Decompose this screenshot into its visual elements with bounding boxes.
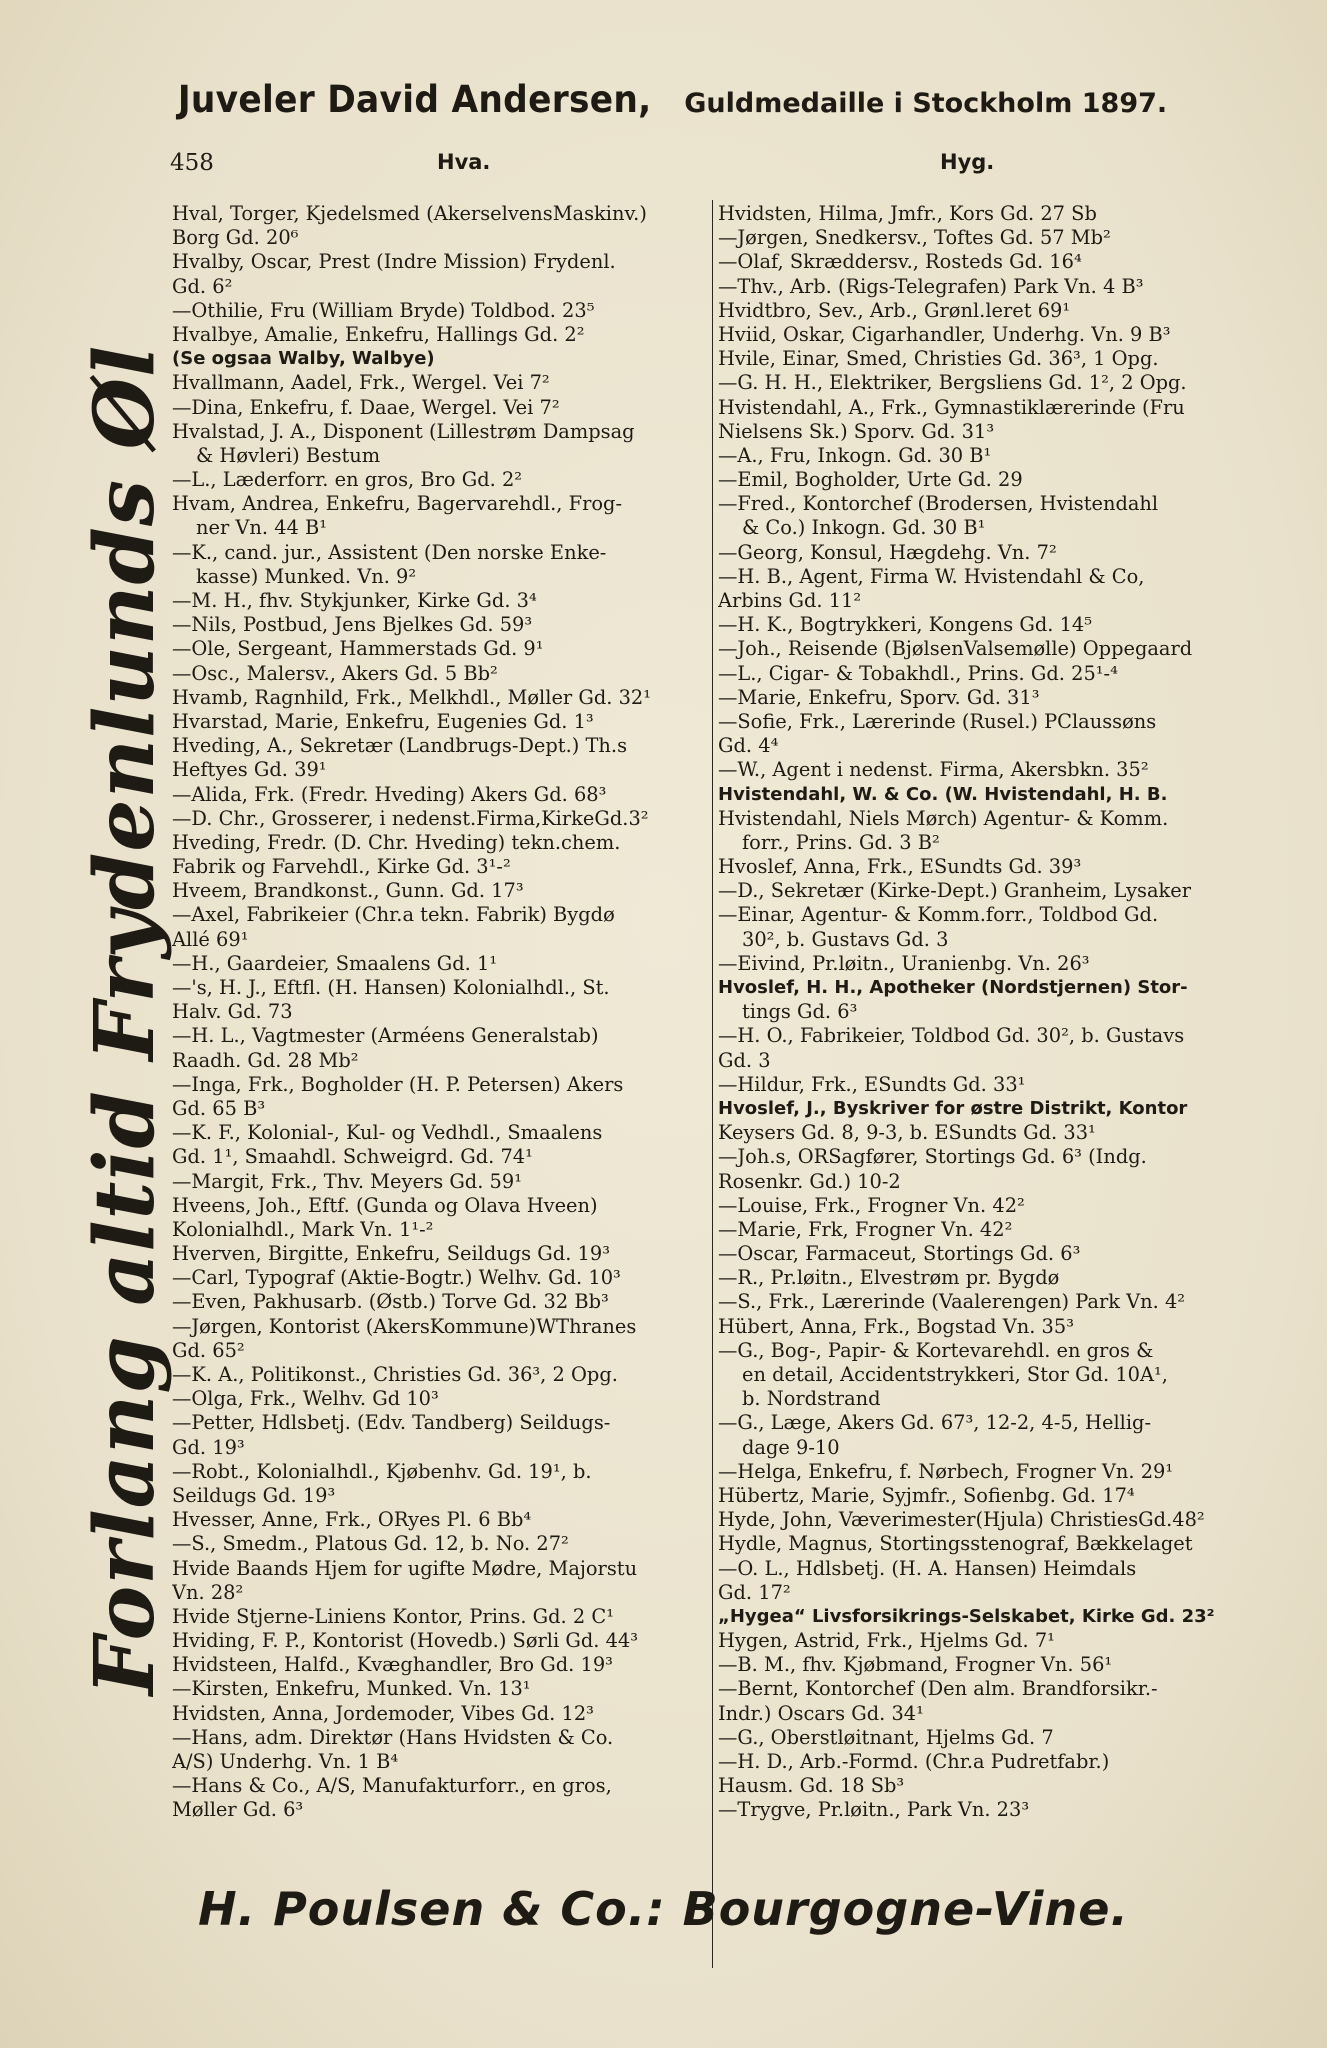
directory-entry-line: —Even, Pakhusarb. (Østb.) Torve Gd. 32 Bb³ <box>172 1290 609 1314</box>
directory-entry-line: Hvide Baands Hjem for ugifte Mødre, Majorstu <box>172 1556 638 1580</box>
directory-entry-line: —Carl, Typograf (Aktie-Bogtr.) Welhv. Gd. 10³ <box>172 1266 621 1290</box>
directory-entry-line: —L., Cigar- & Tobakhdl., Prins. Gd. 25¹-⁴ <box>718 661 1118 685</box>
directory-entry-line: —G. H. H., Elektriker, Bergsliens Gd. 1², 2 Opg. <box>718 371 1187 395</box>
directory-entry-line: —R., Pr.løitn., Elvestrøm pr. Bygdø <box>718 1266 1060 1290</box>
directory-entry-line: —K. F., Kolonial-, Kul- og Vedhdl., Smaalens <box>172 1121 603 1145</box>
directory-entry-line: & Høvleri) Bestum <box>196 443 381 467</box>
directory-entry-line: —Sofie, Frk., Lærerinde (Rusel.) PClaussøns <box>718 709 1157 733</box>
directory-entry-line: Hvalby, Oscar, Prest (Indre Mission) Frydenl. <box>172 250 616 274</box>
directory-entry-line: —Trygve, Pr.løitn., Park Vn. 23³ <box>718 1798 1030 1822</box>
directory-entry-line: —Hans & Co., A/S, Manufakturforr., en gros, <box>172 1774 612 1798</box>
directory-entry-line: —Louise, Frk., Frogner Vn. 42² <box>718 1193 1025 1217</box>
directory-entry-line: —Olga, Frk., Welhv. Gd 10³ <box>172 1387 439 1411</box>
directory-entry-line: —K., cand. jur., Assistent (Den norske Enke- <box>172 540 607 564</box>
directory-entry-line: Borg Gd. 20⁶ <box>172 226 299 250</box>
directory-entry-line: —Hans, adm. Direktør (Hans Hvidsten & Co. <box>172 1725 614 1749</box>
directory-entry-line: —O. L., Hdlsbetj. (H. A. Hansen) Heimdals <box>718 1556 1137 1580</box>
directory-entry-line: Hvistendahl, Niels Mørch) Agentur- & Komm. <box>718 806 1169 830</box>
directory-entry-line: Gd. 65 B³ <box>172 1096 266 1120</box>
directory-entry-line: „Hygea“ Livsforsikrings-Selskabet, Kirke Gd. 23² <box>718 1605 1215 1627</box>
directory-entry-line: Hvidsten, Anna, Jordemoder, Vibes Gd. 12³ <box>172 1701 594 1725</box>
directory-entry-line: —W., Agent i nedenst. Firma, Akersbkn. 35² <box>718 758 1149 782</box>
directory-entry-line: Gd. 6² <box>172 274 233 298</box>
directory-entry-line: Hübert, Anna, Frk., Bogstad Vn. 35³ <box>718 1314 1074 1338</box>
directory-entry-line: —Jørgen, Kontorist (AkersKommune)WThranes <box>172 1314 637 1338</box>
directory-entry-line: Gd. 65² <box>172 1338 245 1362</box>
directory-entry-line: Hyde, John, Væverimester(Hjula) ChristiesGd.48² <box>718 1508 1205 1532</box>
directory-entry-line: —M. H., fhv. Stykjunker, Kirke Gd. 3⁴ <box>172 589 537 612</box>
page-number: 458 <box>170 150 214 176</box>
directory-entry-line: —Kirsten, Enkefru, Munked. Vn. 13¹ <box>172 1677 531 1701</box>
directory-entry-line: Rosenkr. Gd.) 10-2 <box>718 1169 901 1193</box>
directory-entry-line: —H. O., Fabrikeier, Toldbod Gd. 30², b. Gustavs <box>718 1024 1185 1048</box>
directory-entry-line: Gd. 19³ <box>172 1435 245 1459</box>
directory-entry-line: Fabrik og Farvehdl., Kirke Gd. 3¹-² <box>172 855 511 879</box>
left-column <box>172 202 710 1823</box>
jeweler-ad-medal: Guldmedaille i Stockholm 1897. <box>684 88 1168 119</box>
directory-entry-line: Hveding, A., Sekretær (Landbrugs-Dept.) Th.s <box>172 734 628 758</box>
directory-entry-line: Nielsens Sk.) Sporv. Gd. 31³ <box>718 419 995 443</box>
top-advertisement <box>0 78 1327 121</box>
directory-entry-line: Hvoslef, J., Byskriver for østre Distrikt, Kontor <box>718 1097 1188 1119</box>
directory-entry-line: —Georg, Konsul, Hægdehg. Vn. 7² <box>718 540 1057 564</box>
directory-entry-line: —H. D., Arb.-Formd. (Chr.a Pudretfabr.) <box>718 1750 1110 1773</box>
directory-entry-line: Hvoslef, H. H., Apotheker (Nordstjernen) Stor- <box>718 977 1188 998</box>
directory-entry-line: —K. A., Politikonst., Christies Gd. 36³, 2 Opg. <box>172 1363 618 1386</box>
side-advertisement: Forlang altid Frydenlunds Øl <box>77 344 173 1696</box>
directory-entry-line: —Dina, Enkefru, f. Daae, Wergel. Vei 7² <box>172 395 560 419</box>
directory-entry-line: ner Vn. 44 B¹ <box>196 516 328 540</box>
directory-entry-line: Hübertz, Marie, Syjmfr., Sofienbg. Gd. 17⁴ <box>718 1483 1135 1507</box>
directory-entry-line: Kolonialhdl., Mark Vn. 1¹-² <box>172 1217 434 1241</box>
directory-entry-line: —G., Bog-, Papir- & Kortevarehdl. en gros & <box>718 1338 1154 1362</box>
directory-entry-line: —Joh.s, ORSagfører, Stortings Gd. 6³ (Indg. <box>718 1145 1147 1169</box>
directory-entry-line: —Oscar, Farmaceut, Stortings Gd. 6³ <box>718 1242 1081 1266</box>
directory-entry-line: Gd. 17² <box>718 1580 791 1604</box>
directory-entry-line: Hydle, Magnus, Stortingsstenograf, Bækkelaget <box>718 1532 1193 1556</box>
directory-entry-line: Hvidsteen, Halfd., Kvæghandler, Bro Gd. 19³ <box>172 1653 613 1677</box>
directory-entry-line: & Co.) Inkogn. Gd. 30 B¹ <box>742 516 986 540</box>
directory-entry-line: Hvile, Einar, Smed, Christies Gd. 36³, 1 Opg. <box>718 347 1159 371</box>
directory-entry-line: —Inga, Frk., Bogholder (H. P. Petersen) Akers <box>172 1072 624 1096</box>
directory-entry-line: Raadh. Gd. 28 Mb² <box>172 1048 359 1072</box>
directory-entry-line: Hvamb, Ragnhild, Frk., Melkhdl., Møller Gd. 32¹ <box>172 685 652 709</box>
right-running-head: Hyg. <box>940 150 995 174</box>
directory-entry-line: Hvide Stjerne-Liniens Kontor, Prins. Gd. 2 C¹ <box>172 1604 614 1628</box>
directory-entry-line: —Robt., Kolonialhdl., Kjøbenhv. Gd. 19¹, b. <box>172 1459 592 1483</box>
directory-entry-line: Keysers Gd. 8, 9-3, b. ESundts Gd. 33¹ <box>718 1121 1096 1145</box>
directory-entry-line: —Joh., Reisende (BjølsenValsemølle) Oppegaard <box>718 637 1193 661</box>
directory-entry-line: —A., Fru, Inkogn. Gd. 30 B¹ <box>718 443 992 467</box>
directory-entry-line: Hvoslef, Anna, Frk., ESundts Gd. 39³ <box>718 855 1082 879</box>
directory-entry-line: —S., Smedm., Platous Gd. 12, b. No. 27² <box>172 1532 569 1556</box>
directory-entry-line: Hvalstad, J. A., Disponent (Lillestrøm Dampsag <box>172 419 635 443</box>
directory-entry-line: —Thv., Arb. (Rigs-Telegrafen) Park Vn. 4 B³ <box>718 274 1144 298</box>
directory-entry-line: Hausm. Gd. 18 Sb³ <box>718 1774 905 1798</box>
directory-entry-line: —L., Læderforr. en gros, Bro Gd. 2² <box>172 468 523 492</box>
directory-entry-line: Vn. 28² <box>172 1580 244 1604</box>
directory-entry-line: Hygen, Astrid, Frk., Hjelms Gd. 7¹ <box>718 1629 1055 1653</box>
directory-entry-line: —Jørgen, Snedkersv., Toftes Gd. 57 Mb² <box>718 226 1111 250</box>
directory-entry-line: —S., Frk., Lærerinde (Vaalerengen) Park Vn. 4² <box>718 1290 1186 1314</box>
directory-entry-line: —Axel, Fabrikeier (Chr.a tekn. Fabrik) Bygdø <box>172 903 615 927</box>
directory-entry-line: Hvidsten, Hilma, Jmfr., Kors Gd. 27 Sb <box>718 202 1097 225</box>
directory-entry-line: —Olaf, Skræddersv., Rosteds Gd. 16⁴ <box>718 250 1082 274</box>
directory-entry-line: —D., Sekretær (Kirke-Dept.) Granheim, Lysaker <box>718 879 1192 903</box>
directory-entry-line: Gd. 1¹, Smaahdl. Schweigrd. Gd. 74¹ <box>172 1145 533 1169</box>
directory-entry-line: —Marie, Enkefru, Sporv. Gd. 31³ <box>718 685 1040 709</box>
directory-entry-line: —H. L., Vagtmester (Arméens Generalstab) <box>172 1024 599 1048</box>
directory-entry-line: —Eivind, Pr.løitn., Uranienbg. Vn. 26³ <box>718 951 1090 975</box>
directory-entry-line: —Ole, Sergeant, Hammerstads Gd. 9¹ <box>172 637 544 661</box>
directory-entry-line: —B. M., fhv. Kjøbmand, Frogner Vn. 56¹ <box>718 1653 1113 1677</box>
directory-entry-line: kasse) Munked. Vn. 9² <box>196 564 417 588</box>
jeweler-ad-name: Juveler David Andersen, <box>177 78 652 121</box>
directory-entry-line: Seildugs Gd. 19³ <box>172 1483 336 1507</box>
directory-entry-line: en detail, Accidentstrykkeri, Stor Gd. 10A¹, <box>742 1363 1168 1386</box>
directory-entry-line: —Hildur, Frk., ESundts Gd. 33¹ <box>718 1072 1026 1096</box>
directory-entry-line: —Osc., Malersv., Akers Gd. 5 Bb² <box>172 661 498 685</box>
directory-entry-line: 30², b. Gustavs Gd. 3 <box>742 927 949 951</box>
directory-entry-line: Heftyes Gd. 39¹ <box>172 758 327 782</box>
directory-entry-line: —Einar, Agentur- & Komm.forr., Toldbod Gd. <box>718 903 1159 927</box>
directory-entry-line: Hveem, Brandkonst., Gunn. Gd. 17³ <box>172 879 524 903</box>
directory-entry-line: —'s, H. J., Eftfl. (H. Hansen) Kolonialhdl., St. <box>172 976 610 999</box>
directory-entry-line: —Margit, Frk., Thv. Meyers Gd. 59¹ <box>172 1169 522 1193</box>
directory-entry-line: —Nils, Postbud, Jens Bjelkes Gd. 59³ <box>172 613 533 637</box>
directory-entry-line: Hvam, Andrea, Enkefru, Bagervarehdl., Frog- <box>172 492 622 516</box>
right-column <box>718 202 1270 1823</box>
directory-entry-line: Hviid, Oskar, Cigarhandler, Underhg. Vn. 9 B³ <box>718 322 1171 346</box>
directory-entry-line: Hveding, Fredr. (D. Chr. Hveding) tekn.chem. <box>172 830 621 854</box>
bottom-advertisement: H. Poulsen & Co.: Bourgogne-Vine. <box>198 1882 1129 1936</box>
directory-entry-line: —Alida, Frk. (Fredr. Hveding) Akers Gd. 68³ <box>172 782 607 806</box>
directory-entry-line: —Fred., Kontorchef (Brodersen, Hvistendahl <box>718 492 1159 516</box>
directory-entry-line: Hverven, Birgitte, Enkefru, Seildugs Gd. 19³ <box>172 1242 610 1266</box>
directory-entry-line: Allé 69¹ <box>172 927 249 951</box>
directory-entry-line: Hvidtbro, Sev., Arb., Grønl.leret 69¹ <box>718 298 1071 322</box>
directory-entry-line: Hvistendahl, W. & Co. (W. Hvistendahl, H. B. <box>718 783 1168 805</box>
directory-entry-line: Halv. Gd. 73 <box>172 1000 293 1024</box>
directory-entry-line: (Se ogsaa Walby, Walbye) <box>172 348 435 370</box>
directory-entry-line: Hveens, Joh., Eftf. (Gunda og Olava Hveen) <box>172 1193 598 1217</box>
directory-entry-line: —Marie, Frk, Frogner Vn. 42² <box>718 1217 1013 1241</box>
left-running-head: Hva. <box>437 150 491 174</box>
directory-entry-line: Arbins Gd. 11² <box>718 589 862 612</box>
directory-entry-line: —Othilie, Fru (William Bryde) Toldbod. 23⁵ <box>172 298 595 322</box>
directory-entry-line: —G., Oberstløitnant, Hjelms Gd. 7 <box>718 1725 1054 1749</box>
directory-entry-line: —Helga, Enkefru, f. Nørbech, Frogner Vn. 29¹ <box>718 1459 1174 1483</box>
directory-entry-line: tings Gd. 6³ <box>742 1000 858 1024</box>
directory-entry-line: —D. Chr., Grosserer, i nedenst.Firma,KirkeGd.3² <box>172 806 649 830</box>
directory-entry-line: —H. B., Agent, Firma W. Hvistendahl & Co, <box>718 564 1145 588</box>
directory-entry-line: Hvistendahl, A., Frk., Gymnastiklærerinde (Fru <box>718 395 1185 419</box>
directory-entry-line: Hvarstad, Marie, Enkefru, Eugenies Gd. 1³ <box>172 709 594 733</box>
directory-entry-line: Møller Gd. 6³ <box>172 1798 304 1822</box>
directory-entry-line: —Petter, Hdlsbetj. (Edv. Tandberg) Seildugs- <box>172 1411 611 1435</box>
directory-entry-line: forr., Prins. Gd. 3 B² <box>742 830 940 854</box>
directory-entry-line: —H. K., Bogtrykkeri, Kongens Gd. 14⁵ <box>718 613 1093 637</box>
column-divider <box>712 200 713 1968</box>
directory-entry-line: Indr.) Oscars Gd. 34¹ <box>718 1701 924 1725</box>
directory-entry-line: Hvesser, Anne, Frk., ORyes Pl. 6 Bb⁴ <box>172 1508 532 1532</box>
directory-entry-line: Gd. 4⁴ <box>718 734 779 758</box>
directory-entry-line: —Bernt, Kontorchef (Den alm. Brandforsikr.- <box>718 1677 1158 1701</box>
directory-entry-line: —H., Gaardeier, Smaalens Gd. 1¹ <box>172 951 498 975</box>
directory-entry-line: Hvalbye, Amalie, Enkefru, Hallings Gd. 2² <box>172 322 585 346</box>
directory-entry-line: Hviding, F. P., Kontorist (Hovedb.) Sørli Gd. 44³ <box>172 1629 639 1653</box>
directory-entry-line: dage 9-10 <box>742 1435 840 1459</box>
directory-entry-line: b. Nordstrand <box>742 1387 881 1411</box>
directory-entry-line: Gd. 3 <box>718 1048 771 1072</box>
directory-entry-line: —Emil, Bogholder, Urte Gd. 29 <box>718 468 1023 492</box>
directory-entry-line: Hvallmann, Aadel, Frk., Wergel. Vei 7² <box>172 371 550 395</box>
directory-entry-line: Hval, Torger, Kjedelsmed (AkerselvensMaskinv.) <box>172 202 647 225</box>
directory-entry-line: A/S) Underhg. Vn. 1 B⁴ <box>172 1750 399 1773</box>
directory-entry-line: —G., Læge, Akers Gd. 67³, 12-2, 4-5, Hellig- <box>718 1411 1152 1435</box>
